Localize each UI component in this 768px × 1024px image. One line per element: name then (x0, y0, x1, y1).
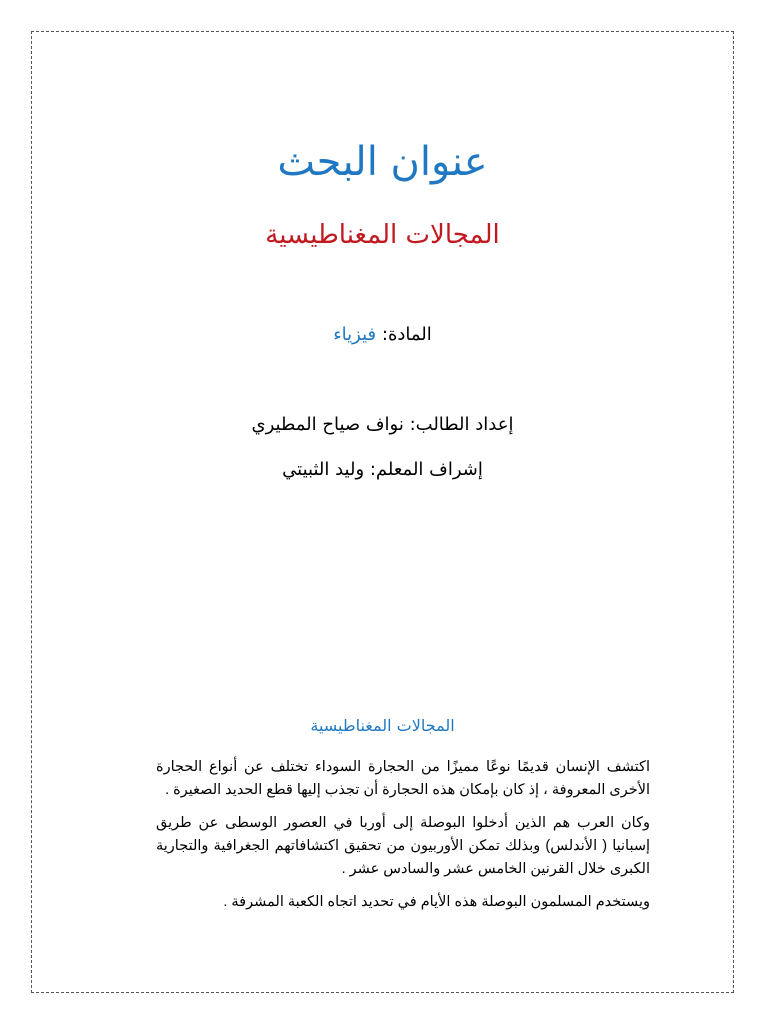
teacher-line: إشراف المعلم: وليد الثبيتي (282, 459, 483, 480)
body-text (156, 756, 650, 924)
section-heading: المجالات المغناطيسية (310, 716, 455, 735)
research-title: عنوان البحث (277, 139, 488, 185)
paragraph: وكان العرب هم الذين أدخلوا البوصلة إلى أوربا في العصور الوسطى عن طريق إسبانيا ( الأندلس) وبذلك تمكن الأوربيون من تحقيق اكتشافاتهم الجغرافية والتجارية الكبرى خلال القرنين الخامس عشر والسادس عشر . (156, 815, 650, 877)
research-subtitle: المجالات المغناطيسية (265, 220, 500, 250)
subject-line (31, 323, 734, 346)
paragraph: اكتشف الإنسان قديمًا نوعًا مميزًا من الحجارة السوداء تختلف عن أنواع الحجارة الأخرى المعروفة ، إذ كان بإمكان هذه الحجارة أن تجذب إليها قطع الحديد الصغيرة . (156, 759, 650, 798)
student-line: إعداد الطالب: نواف صياح المطيري (251, 414, 514, 435)
subject-label: المادة: (376, 324, 432, 345)
paragraph: ويستخدم المسلمون البوصلة هذه الأيام في تحديد اتجاه الكعبة المشرفة . (223, 894, 650, 910)
subject-value: فيزياء (333, 324, 377, 345)
